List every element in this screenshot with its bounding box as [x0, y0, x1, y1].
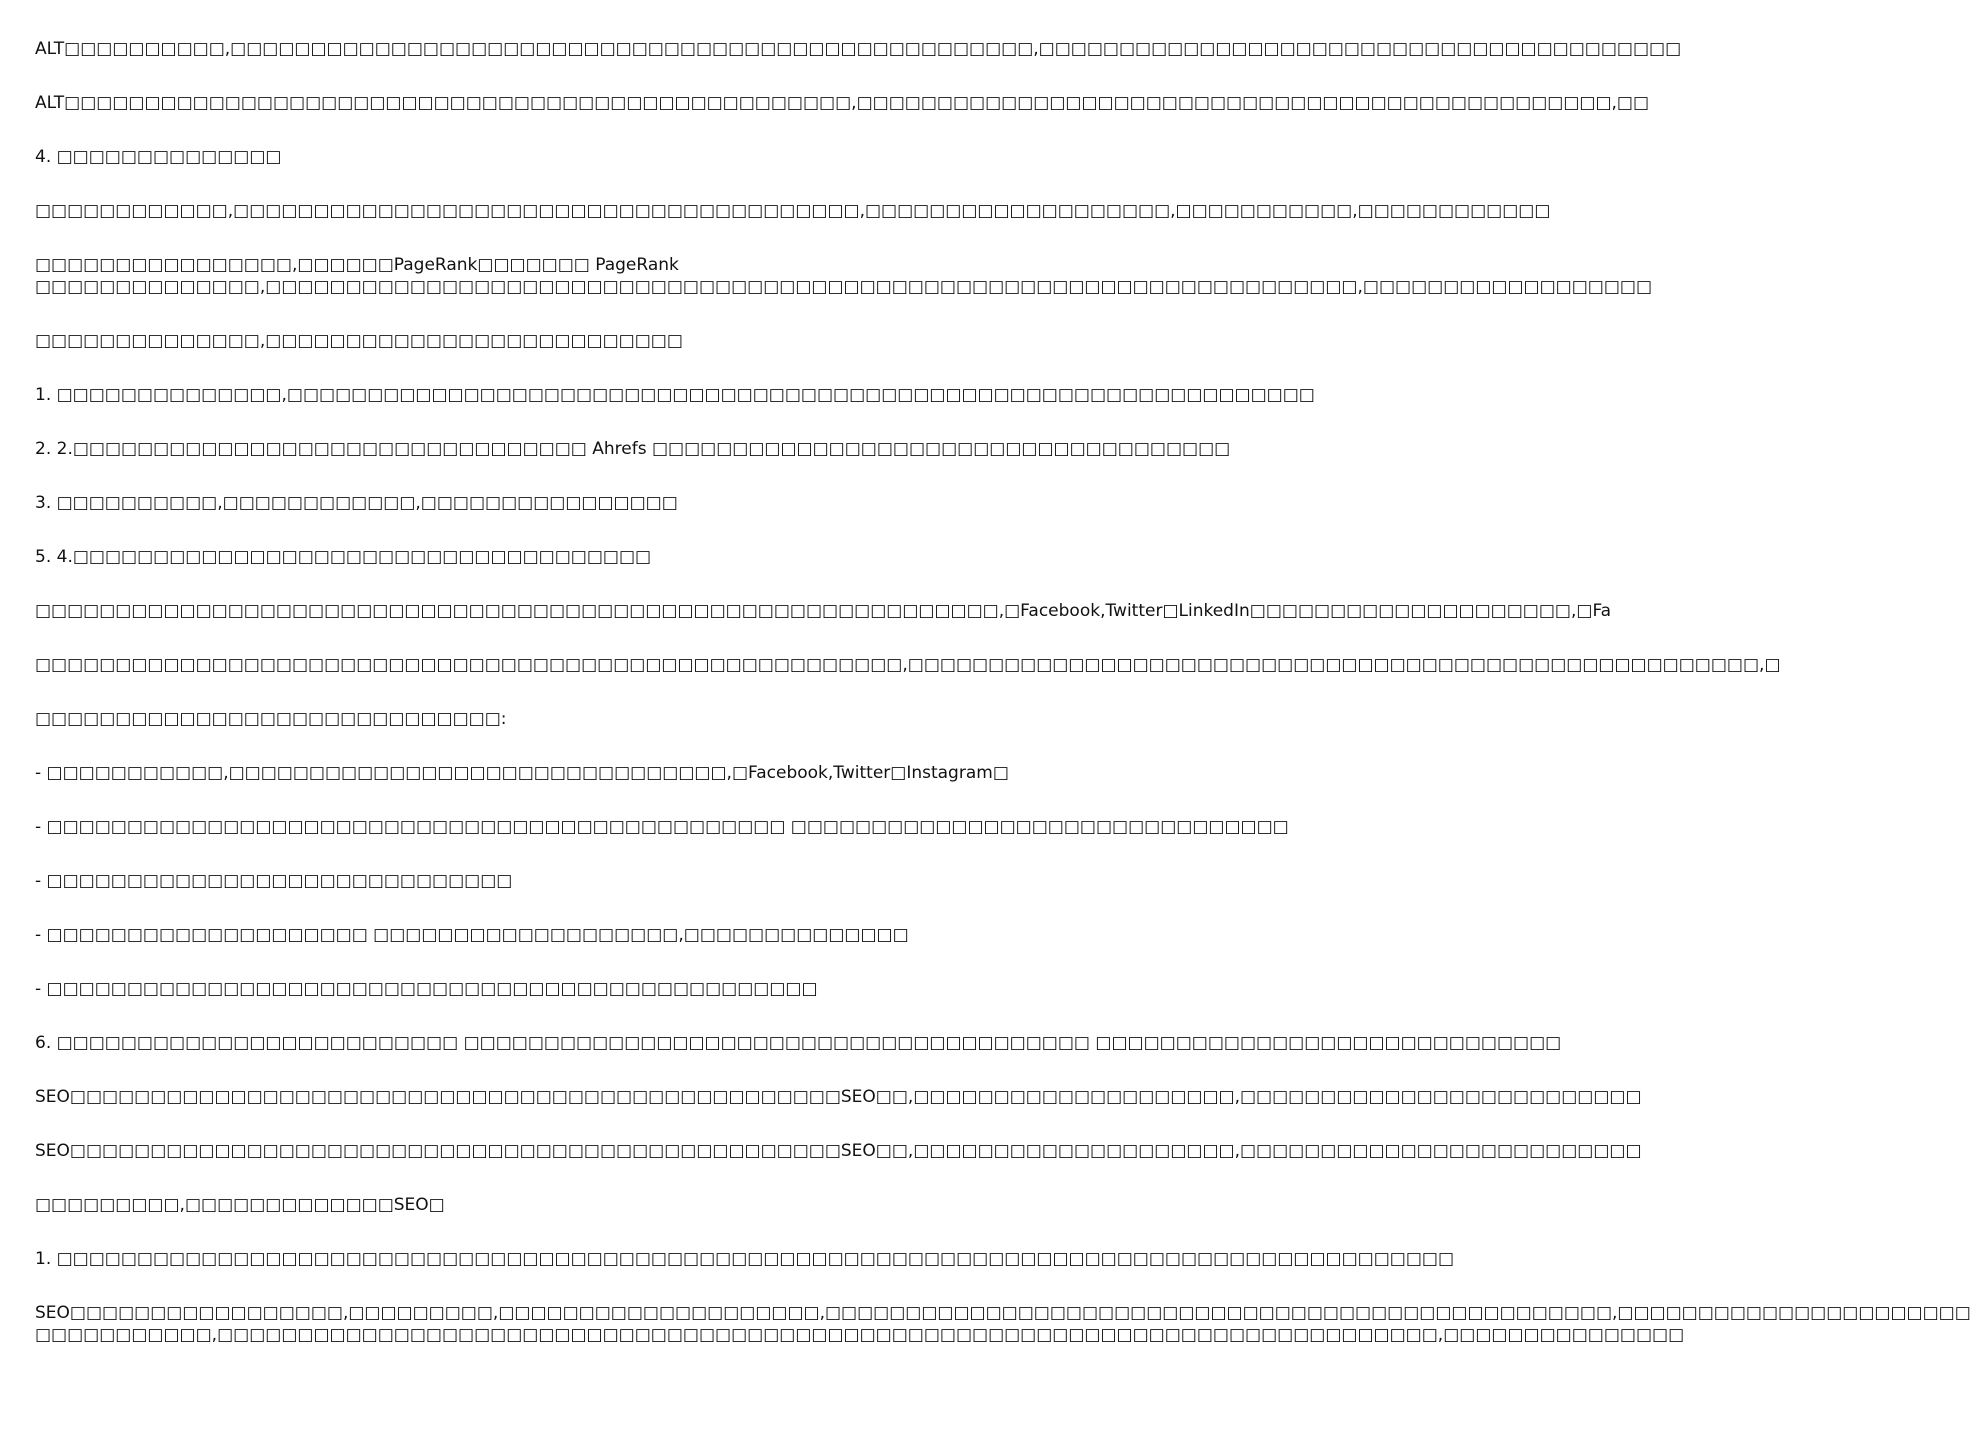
bullet-item-4: - □□□□□□□□□□□□□□□□□□□□ □□□□□□□□□□□□□□□□□□□,□□□□□□□□□□□□□□	[35, 925, 909, 945]
paragraph-pagerank-line-1: □□□□□□□□□□□□□□□□,□□□□□□PageRank□□□□□□□ PageRank	[35, 255, 679, 275]
paragraph-seo-final-line-1: SEO□□□□□□□□□□□□□□□□□,□□□□□□□□□,□□□□□□□□□□□□□□□□□□□□,□□□□□□□□□□□□□□□□□□□□□□□□□□□□□□□□□□□□□□□□□□□□□□□□□,□□□□□□□□□□□□□□□□□□□□□□	[35, 1303, 1971, 1323]
paragraph-seo-final	[35, 1302, 1971, 1346]
paragraph-seo-1: SEO□□□□□□□□□□□□□□□□□□□□□□□□□□□□□□□□□□□□□□□□□□□□□□□□SEO□□,□□□□□□□□□□□□□□□□□□□□,□□□□□□□□□□□□□□□□□□□□□□□□□	[35, 1087, 1642, 1107]
list-item-2: 2. 2.□□□□□□□□□□□□□□□□□□□□□□□□□□□□□□□□ Ahrefs □□□□□□□□□□□□□□□□□□□□□□□□□□□□□□□□□□□□	[35, 439, 1231, 459]
section-heading-4: 4. □□□□□□□□□□□□□□	[35, 147, 282, 167]
document-body	[35, 38, 1971, 1378]
list-item-3: 3. □□□□□□□□□□,□□□□□□□□□□□□,□□□□□□□□□□□□□□□□	[35, 493, 678, 513]
bullet-item-5: - □□□□□□□□□□□□□□□□□□□□□□□□□□□□□□□□□□□□□□□□□□□□□□□□	[35, 979, 818, 999]
paragraph-7: □□□□□□□□□□□□□□□□□□□□□□□□□□□□□□□□□□□□□□□□□□□□□□□□□□□□□□,□□□□□□□□□□□□□□□□□□□□□□□□□□□□□□□□□□□□□□□□□□□□□□□□□□□□□,□	[35, 655, 1781, 675]
bullet-item-1: - □□□□□□□□□□□,□□□□□□□□□□□□□□□□□□□□□□□□□□□□□□□,□Facebook,Twitter□Instagram□	[35, 763, 1009, 783]
list-item-seo-1: 1. □□□□□□□□□□□□□□□□□□□□□□□□□□□□□□□□□□□□□□□□□□□□□□□□□□□□□□□□□□□□□□□□□□□□□□□□□□□□□□□□□□□□□□□	[35, 1249, 1455, 1269]
paragraph-5: □□□□□□□□□□□□□□,□□□□□□□□□□□□□□□□□□□□□□□□□□	[35, 331, 683, 351]
paragraph-1: ALT□□□□□□□□□□,□□□□□□□□□□□□□□□□□□□□□□□□□□□□□□□□□□□□□□□□□□□□□□□□□□,□□□□□□□□□□□□□□□□□□□□□□□□□□□□□□□□□□□□□□□□	[35, 39, 1682, 59]
list-item-1: 1. □□□□□□□□□□□□□□,□□□□□□□□□□□□□□□□□□□□□□□□□□□□□□□□□□□□□□□□□□□□□□□□□□□□□□□□□□□□□□□□	[35, 385, 1315, 405]
paragraph-intro-list: □□□□□□□□□□□□□□□□□□□□□□□□□□□□□:	[35, 709, 507, 729]
paragraph-pagerank	[35, 254, 1653, 298]
paragraph-3: □□□□□□□□□□□□,□□□□□□□□□□□□□□□□□□□□□□□□□□□□□□□□□□□□□□□,□□□□□□□□□□□□□□□□□□□,□□□□□□□□□□□,□□□□□□□□□□□□	[35, 201, 1551, 221]
paragraph-social: □□□□□□□□□□□□□□□□□□□□□□□□□□□□□□□□□□□□□□□□□□□□□□□□□□□□□□□□□□□□,□Facebook,Twitter□LinkedIn□□□□□□□□□□□□□□□□□□□□,□Fa	[35, 601, 1612, 621]
section-heading-6: 6. □□□□□□□□□□□□□□□□□□□□□□□□□ □□□□□□□□□□□□□□□□□□□□□□□□□□□□□□□□□□□□□□□ □□□□□□□□□□□□□□□□□□□□□□□□□□□□□	[35, 1033, 1562, 1053]
bullet-item-3: - □□□□□□□□□□□□□□□□□□□□□□□□□□□□□	[35, 871, 513, 891]
bullet-item-2: - □□□□□□□□□□□□□□□□□□□□□□□□□□□□□□□□□□□□□□□□□□□□□□ □□□□□□□□□□□□□□□□□□□□□□□□□□□□□□□	[35, 817, 1289, 837]
section-heading-5: 5. 4.□□□□□□□□□□□□□□□□□□□□□□□□□□□□□□□□□□□□	[35, 547, 652, 567]
paragraph-seo-final-line-2: □□□□□□□□□□□,□□□□□□□□□□□□□□□□□□□□□□□□□□□□□□□□□□□□□□□□□□□□□□□□□□□□□□□□□□□□□□□□□□□□□□□□□□□□,□□□□□□□□□□□□□□□	[35, 1325, 1685, 1345]
paragraph-pagerank-line-2: □□□□□□□□□□□□□□,□□□□□□□□□□□□□□□□□□□□□□□□□□□□□□□□□□□□□□□□□□□□□□□□□□□□□□□□□□□□□□□□□□□□,□□□□□□□□□□□□□□□□□□	[35, 277, 1653, 297]
paragraph-seo-2: SEO□□□□□□□□□□□□□□□□□□□□□□□□□□□□□□□□□□□□□□□□□□□□□□□□SEO□□,□□□□□□□□□□□□□□□□□□□□,□□□□□□□□□□□□□□□□□□□□□□□□□	[35, 1141, 1642, 1161]
paragraph-2: ALT□□□□□□□□□□□□□□□□□□□□□□□□□□□□□□□□□□□□□□□□□□□□□□□□□,□□□□□□□□□□□□□□□□□□□□□□□□□□□□□□□□□□□□□□□□□□□□□□□,□□	[35, 93, 1650, 113]
paragraph-seo-3: □□□□□□□□□,□□□□□□□□□□□□□SEO□	[35, 1195, 445, 1215]
